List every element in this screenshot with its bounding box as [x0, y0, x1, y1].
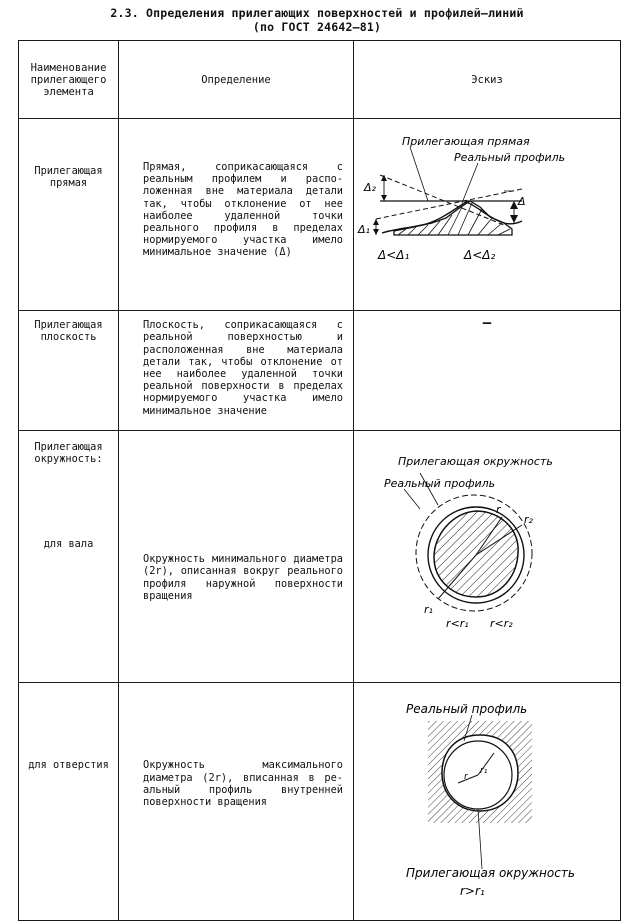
shaft-circle-diagram	[354, 431, 619, 679]
label-real-profile: Реальный профиль	[406, 702, 528, 717]
row-definition: Окружность минимального диаметра (2r), описанная вокруг реального профиля наружной поверхности вращения	[119, 431, 354, 683]
condition-1: Δ<Δ₁	[378, 248, 410, 262]
row-name: для отверстия	[19, 683, 119, 920]
sketch-shaft-circle	[354, 431, 621, 683]
header-row	[19, 41, 621, 119]
row-definition: Прямая, соприкасающаяся с реальным профилем и расположенная вне материала детали так, чтобы отклонение от нее наиболее удаленной точки реального профиля в пределах нормируемого участка имело минимальное значение (Δ)	[119, 119, 354, 311]
label-delta1: Δ₁	[358, 223, 370, 236]
label-r2: r₂	[524, 513, 533, 527]
row-name: Прилегающая прямая	[19, 119, 119, 311]
label-adjacent-line: Прилегающая прямая	[402, 135, 530, 148]
row-sub-name: для вала	[43, 537, 94, 550]
row-name-main: Прилегающая окружность:	[34, 441, 103, 466]
adjacent-line-diagram	[354, 119, 619, 307]
condition-1: r<r₁	[446, 617, 469, 631]
row-definition: Окружность максимального диаметра (2r), вписанная в реальный профиль внутренней поверхности вращения	[119, 683, 354, 920]
label-r: r	[464, 772, 468, 783]
row-name	[19, 431, 119, 683]
row-name: Прилегающая плоскость	[19, 311, 119, 431]
header-definition: Определение	[119, 41, 354, 119]
condition: r>r₁	[460, 884, 485, 899]
label-adjacent-circle: Прилегающая окружность	[398, 455, 553, 469]
definitions-table	[18, 40, 621, 921]
header-sketch: Эскиз	[354, 41, 621, 119]
sketch-adjacent-line	[354, 119, 621, 311]
sketch-empty-mark: –	[482, 315, 492, 332]
label-r1: r₁	[480, 766, 488, 777]
sketch-hole-circle	[354, 683, 621, 920]
table-title	[0, 6, 634, 34]
label-r1: r₁	[424, 603, 433, 617]
label-delta2: Δ₂	[364, 181, 376, 194]
condition-2: r<r₂	[490, 617, 513, 631]
label-delta: Δ	[518, 195, 526, 208]
label-r: r	[496, 503, 501, 517]
sketch-plane	[354, 311, 621, 431]
title-line-1: 2.3. Определения прилегающих поверхностей и профилей—линий	[110, 6, 524, 20]
table-row	[19, 311, 621, 431]
label-real-profile: Реальный профиль	[454, 151, 566, 164]
title-line-2: (по ГОСТ 24642—81)	[252, 20, 382, 34]
table-row	[19, 683, 621, 920]
label-real-profile: Реальный профиль	[384, 477, 496, 491]
hole-circle-diagram	[354, 683, 619, 916]
header-name: Наименование прилегающего элемента	[19, 41, 119, 119]
condition-2: Δ<Δ₂	[464, 248, 496, 262]
table-row	[19, 431, 621, 683]
label-adjacent-circle: Прилегающая окружность	[406, 866, 575, 881]
table-row	[19, 119, 621, 311]
row-definition: Плоскость, соприкасающаяся с реальной поверхностью и расположенная вне материала детали так, чтобы отклонение от нее наиболее удаленной точки реальной поверхности в пределах нормируемого участка имело минимальное значение	[119, 311, 354, 431]
